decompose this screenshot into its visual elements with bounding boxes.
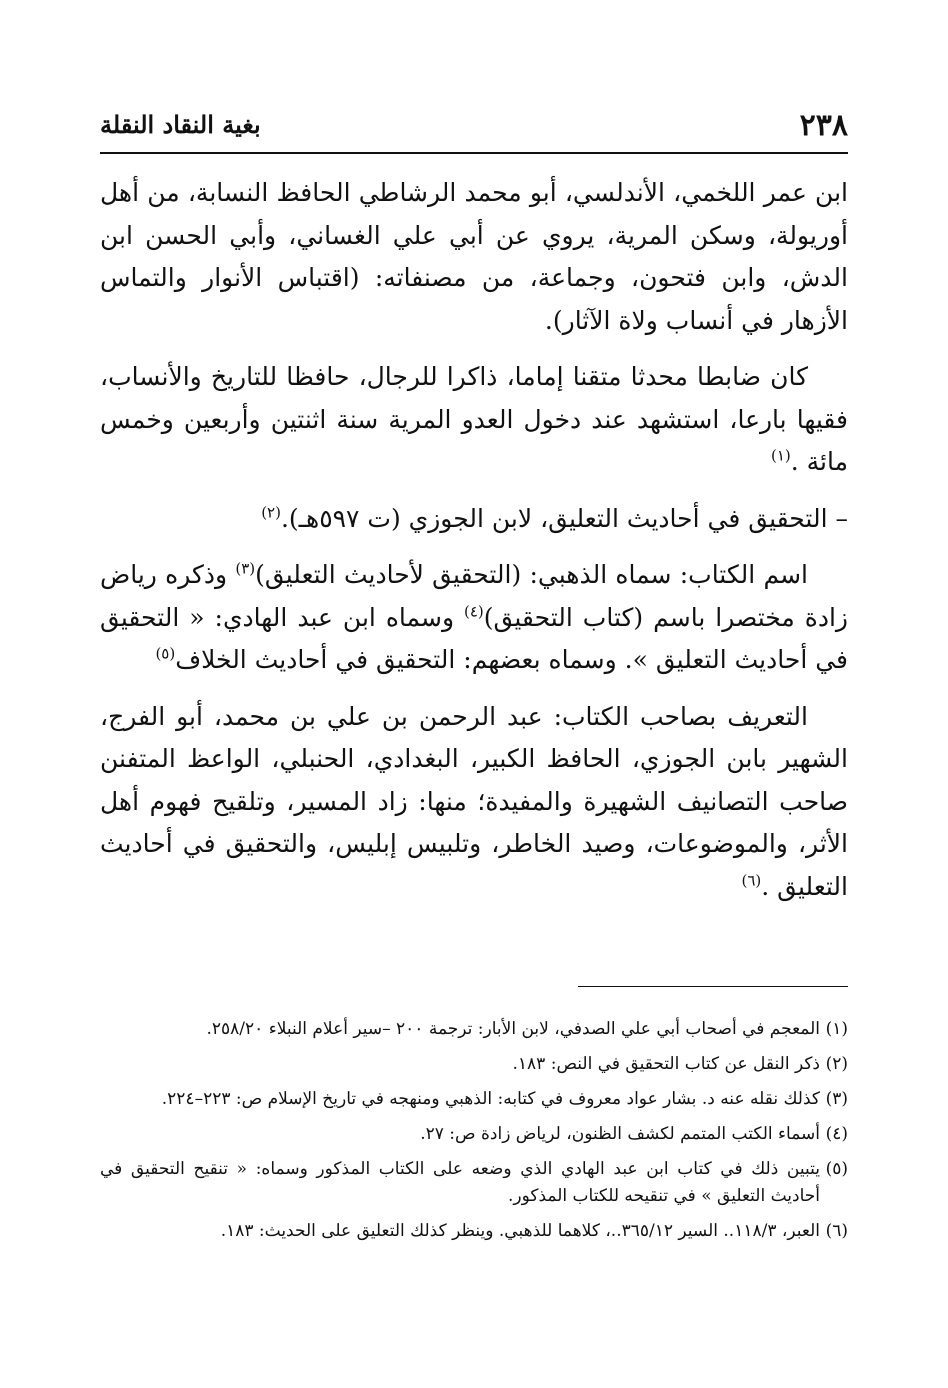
footnote-ref-4: (٤) <box>464 602 484 621</box>
footnote-rule <box>578 986 848 987</box>
book-name-text-a: اسم الكتاب: سماه الذهبي: (التحقيق لأحاديث التعليق) <box>255 560 808 589</box>
paragraph-book-name <box>100 554 848 682</box>
footnote <box>100 1016 848 1043</box>
page-number: ٢٣٨ <box>799 108 848 143</box>
book-entry-text: – التحقيق في أحاديث التعليق، لابن الجوزي (ت ٥٩٧هـ). <box>280 503 848 533</box>
footnote <box>100 1121 848 1148</box>
footnote-number: (٤) <box>825 1124 848 1144</box>
paragraph-2-text: كان ضابطا محدثا متقنا إماما، ذاكرا للرجال، حافظا للتاريخ والأنساب، فقيها بارعا، استشهد عند دخول العدو المرية سنة اثنتين وأربعين وخمس مائة . <box>100 362 848 476</box>
running-title: بغية النقاد النقلة <box>100 110 261 139</box>
footnote <box>100 1051 848 1078</box>
footnote-text: العبر، ١١٨/٣.. السير ٣٦٥/١٢..، كلاهما للذهبي. وينظر كذلك التعليق على الحديث: ١٨٣. <box>220 1221 820 1241</box>
main-text <box>100 172 848 922</box>
footnote-number: (٣) <box>825 1089 848 1109</box>
footnote-text: المعجم في أصحاب أبي علي الصدفي، لابن الأبار: ترجمة ٢٠٠ –سير أعلام النبلاء ٢٥٨/٢٠. <box>206 1019 820 1039</box>
footnote-text: يتبين ذلك في كتاب ابن عبد الهادي الذي وضعه على الكتاب المذكور وسماه: « تنقيح التحقيق في أحاديث التعليق » في تنقيحه للكتاب المذكور. <box>100 1159 820 1206</box>
author-text: التعريف بصاحب الكتاب: عبد الرحمن بن علي بن محمد، أبو الفرج، الشهير بابن الجوزي، الحافظ الكبير، البغدادي، الحنبلي، الواعظ المتفنن صاحب التصانيف الشهيرة والمفيدة؛ منها: زاد المسير، وتلقيح فهوم أهل الأثر، والموضوعات، وصيد الخاطر، وتلبيس إبليس، والتحقيق في أحاديث التعليق . <box>100 701 848 901</box>
footnote-text: ذكر النقل عن كتاب التحقيق في النص: ١٨٣. <box>512 1054 820 1074</box>
page-header <box>100 108 848 148</box>
footnote-number: (١) <box>825 1019 848 1039</box>
footnote-number: (٦) <box>825 1221 848 1241</box>
footnote-number: (٥) <box>825 1159 848 1179</box>
book-name-text-c: وسماه ابن عبد الهادي: « التحقيق في أحاديث التعليق ». وسماه بعضهم: التحقيق في أحاديث الخلاف <box>100 602 848 674</box>
footnote <box>100 1086 848 1113</box>
footnote-ref-5: (٥) <box>155 644 176 663</box>
book-page <box>100 0 848 1388</box>
book-entry <box>100 498 848 541</box>
paragraph-2 <box>100 356 848 484</box>
book-name-text-b: وذكره رياض زادة مختصرا باسم (كتاب التحقيق) <box>100 560 848 632</box>
footnote-ref-3: (٣) <box>235 559 256 578</box>
footnote <box>100 1218 848 1245</box>
paragraph-author <box>100 696 848 909</box>
footnote-number: (٢) <box>825 1054 848 1074</box>
footnote <box>100 1156 848 1210</box>
footnote-ref-2: (٢) <box>261 503 281 522</box>
footnote-ref-1: (١) <box>770 446 791 465</box>
footnote-ref-6: (٦) <box>741 871 762 890</box>
paragraph-1: ابن عمر اللخمي، الأندلسي، أبو محمد الرشاطي الحافظ النسابة، من أهل أوريولة، وسكن المرية، يروي عن أبي علي الغساني، وأبي الحسن ابن الدش، وابن فتحون، وجماعة، من مصنفاته: (اقتباس الأنوار والتماس الأزهار في أنساب ولاة الآثار). <box>100 178 848 335</box>
footnotes <box>100 1016 848 1253</box>
header-rule <box>100 152 848 154</box>
footnote-text: كذلك نقله عنه د. بشار عواد معروف في كتابه: الذهبي ومنهجه في تاريخ الإسلام ص: ٢٢٣–٢٢٤. <box>161 1089 820 1109</box>
footnote-text: أسماء الكتب المتمم لكشف الظنون، لرياض زادة ص: ٢٧. <box>420 1124 820 1144</box>
